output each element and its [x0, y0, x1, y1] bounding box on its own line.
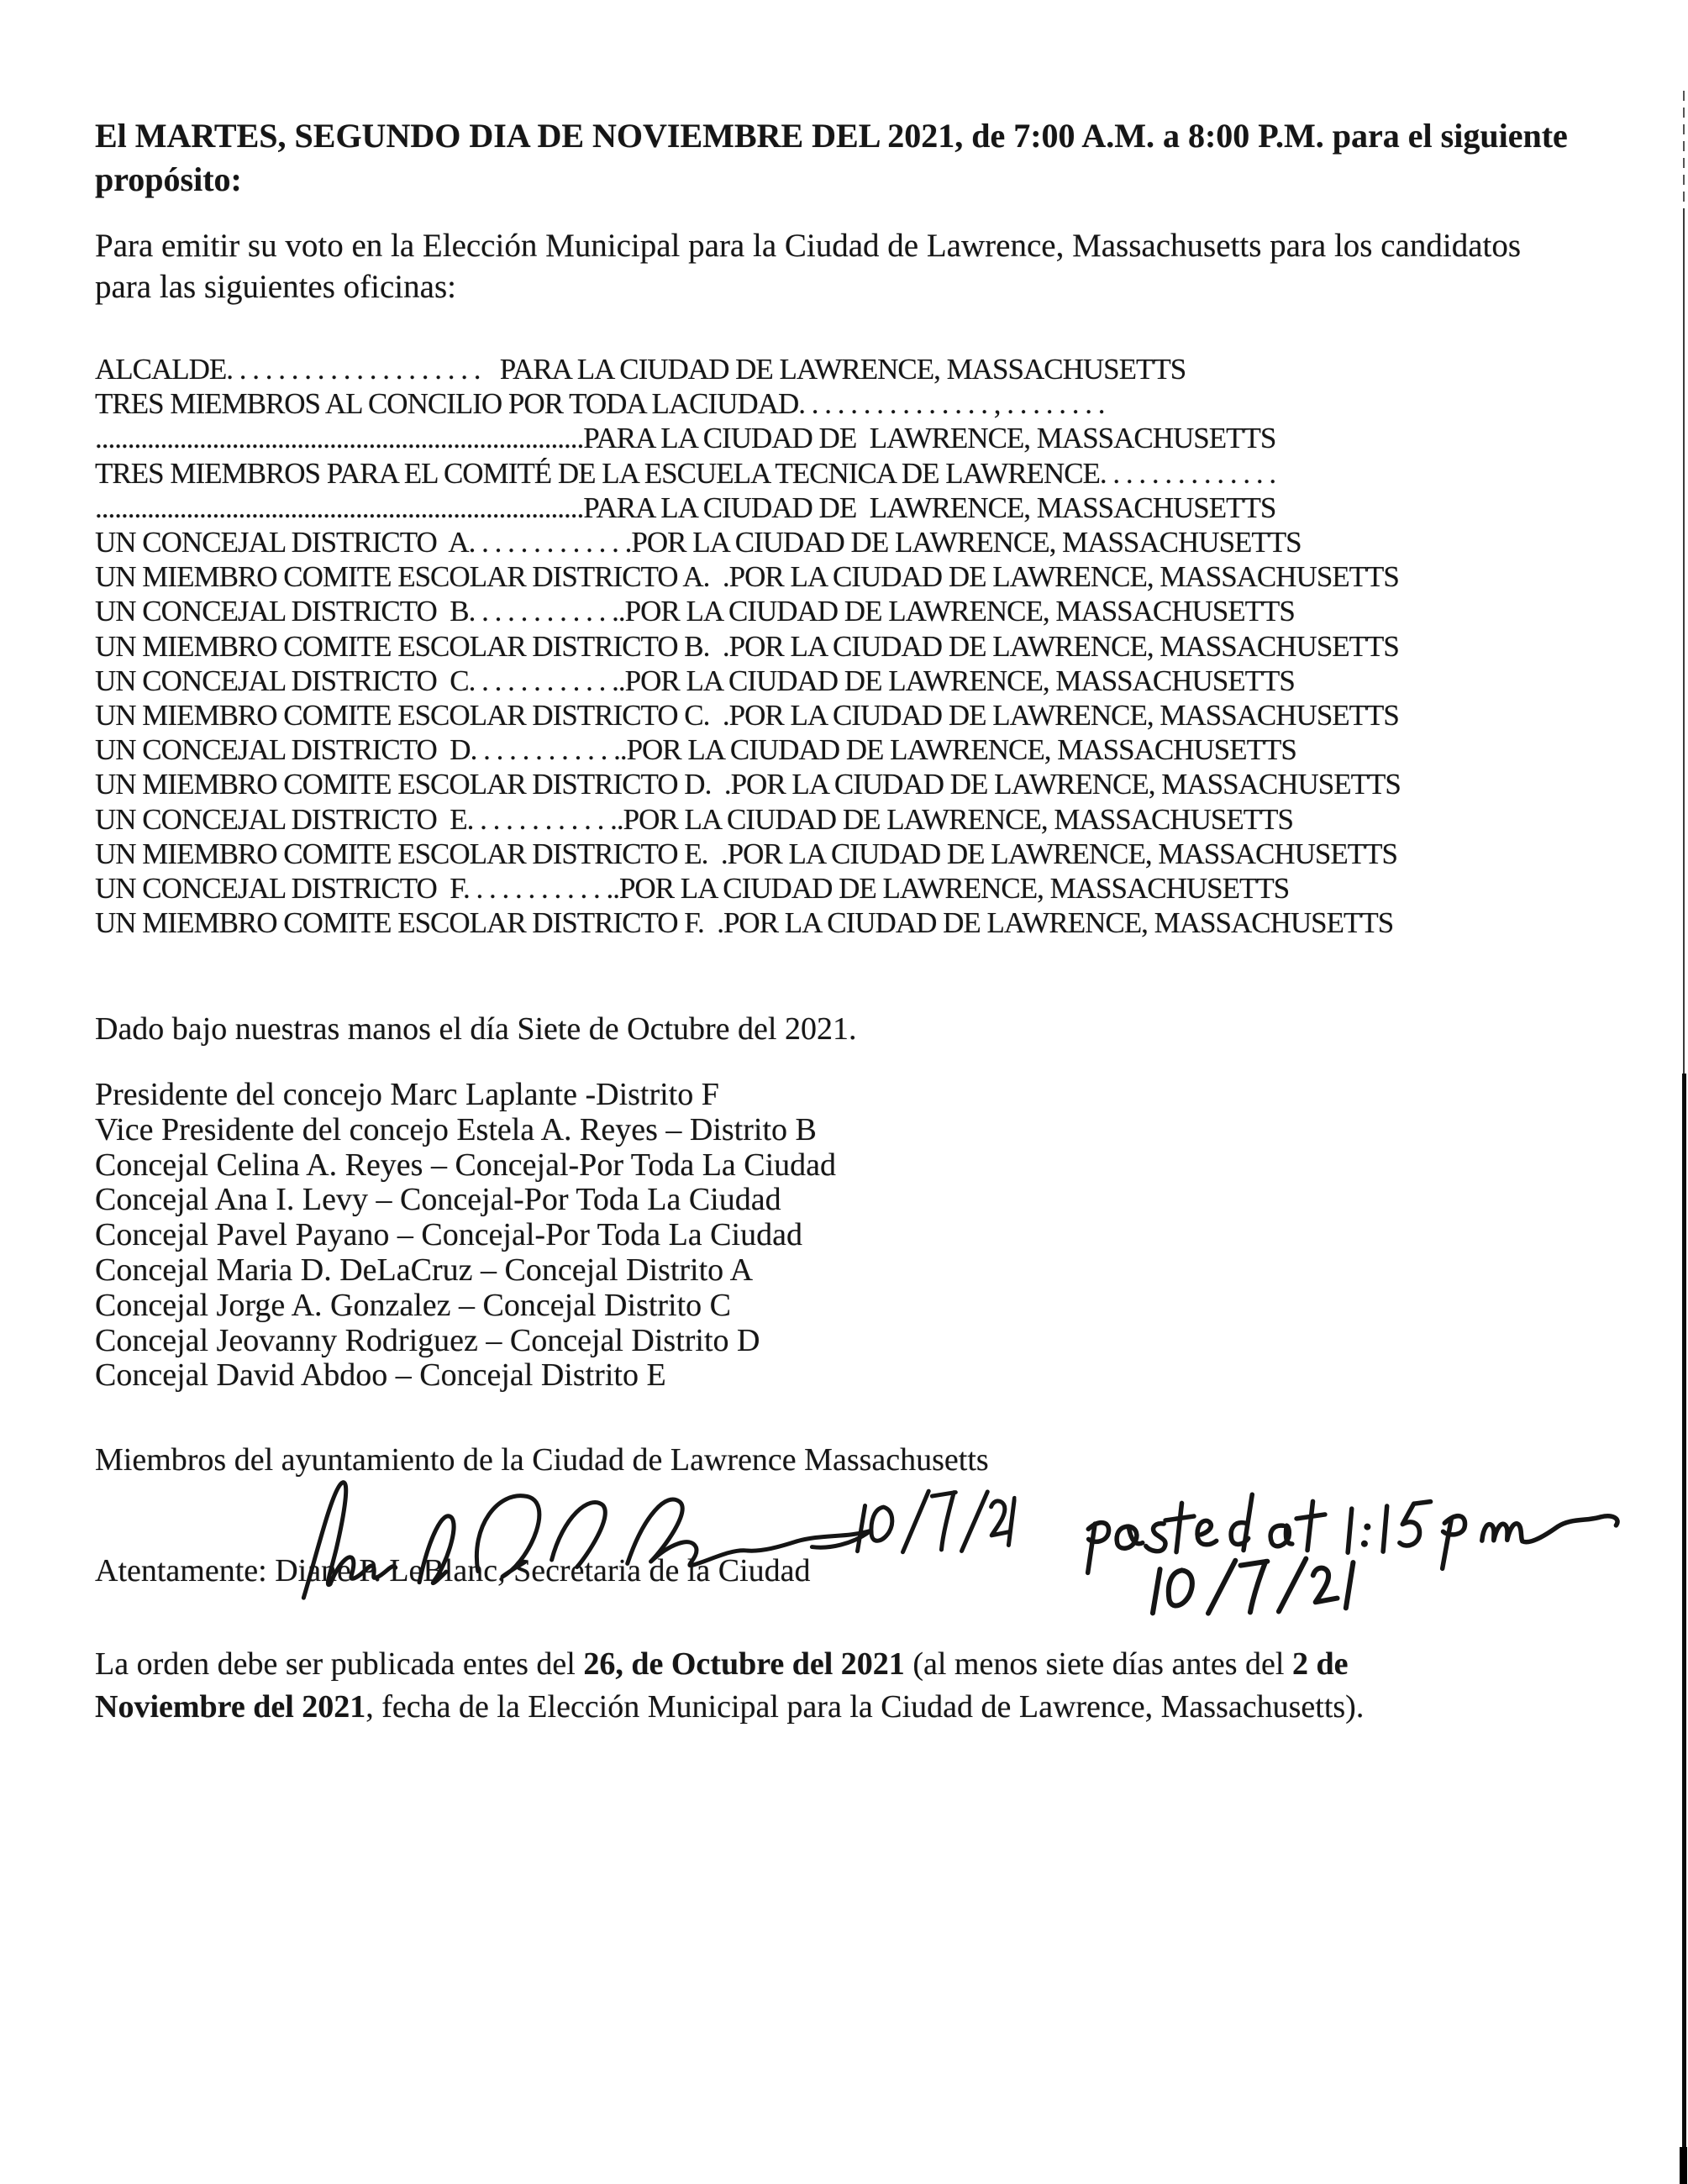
offices-list [95, 352, 1675, 940]
scan-artifact-line [1683, 208, 1685, 1074]
footer-paragraph [95, 1643, 1607, 1729]
scan-artifact-line [1680, 2147, 1687, 2184]
office-line: UN MIEMBRO COMITE ESCOLAR DISTRICTO F. .POR LA CIUDAD DE LAWRENCE, MASSACHUSETTS [95, 906, 1394, 940]
office-line: UN CONCEJAL DISTRICTO C. . . . . . . . . . . ..POR LA CIUDAD DE LAWRENCE, MASSACHUSETTS [95, 664, 1295, 697]
office-line: TRES MIEMBROS PARA EL COMITÉ DE LA ESCUELA TECNICA DE LAWRENCE. . . . . . . . . . . . . . [95, 456, 1276, 490]
signatories-list [95, 1078, 1103, 1394]
signatory-line: Concejal Celina A. Reyes – Concejal-Por Toda La Ciudad [95, 1147, 837, 1183]
notice-heading [95, 114, 1607, 202]
closing-line: Atentamente: Diane P. LeBlanc, Secretaria de la Ciudad [95, 1553, 811, 1588]
office-line: UN MIEMBRO COMITE ESCOLAR DISTRICTO C. .POR LA CIUDAD DE LAWRENCE, MASSACHUSETTS [95, 699, 1399, 732]
heading-line: El MARTES, SEGUNDO DIA DE NOVIEMBRE DEL 2021, de 7:00 A.M. a 8:00 P.M. para el siguiente [95, 117, 1568, 155]
office-line: UN MIEMBRO COMITE ESCOLAR DISTRICTO A. .POR LA CIUDAD DE LAWRENCE, MASSACHUSETTS [95, 560, 1399, 594]
intro-paragraph [95, 225, 1607, 307]
footer-text: (al menos siete días antes del [904, 1646, 1292, 1682]
office-line: ...........................................................................PARA LA CIUDAD DE LAWRENCE, MASSACHUSETTS [95, 491, 1276, 524]
signatory-line: Concejal Jorge A. Gonzalez – Concejal Distrito C [95, 1287, 732, 1323]
signatory-line: Concejal Jeovanny Rodriguez – Concejal Distrito D [95, 1322, 760, 1358]
footer-bold-date: 26, de Octubre del 2021 [583, 1646, 905, 1682]
office-line: ALCALDE. . . . . . . . . . . . . . . . . . . . PARA LA CIUDAD DE LAWRENCE, MASSACHUSETTS [95, 353, 1186, 386]
heading-line: propósito: [95, 160, 242, 198]
office-line: TRES MIEMBROS AL CONCILIO POR TODA LACIUDAD. . . . . . . . . . . . . . . , . . . . . . . . [95, 387, 1105, 421]
office-line: UN MIEMBRO COMITE ESCOLAR DISTRICTO D. .POR LA CIUDAD DE LAWRENCE, MASSACHUSETTS [95, 768, 1401, 801]
footer-line [95, 1643, 1607, 1686]
intro-line: Para emitir su voto en la Elección Municipal para la Ciudad de Lawrence, Massachusetts para los candidatos [95, 228, 1522, 264]
intro-line: para las siguientes oficinas: [95, 269, 456, 305]
scan-artifact-line [1682, 1074, 1686, 2184]
office-line: UN CONCEJAL DISTRICTO F. . . . . . . . . . . ..POR LA CIUDAD DE LAWRENCE, MASSACHUSETTS [95, 872, 1290, 906]
members-line: Miembros del ayuntamiento de la Ciudad de Lawrence Massachusetts [95, 1442, 989, 1478]
signatory-line: Concejal David Abdoo – Concejal Distrito E [95, 1357, 666, 1394]
signatory-line: Concejal Ana I. Levy – Concejal-Por Toda La Ciudad [95, 1182, 781, 1218]
signatory-line: Concejal Maria D. DeLaCruz – Concejal Distrito A [95, 1252, 754, 1288]
attestation-line: Dado bajo nuestras manos el día Siete de Octubre del 2021. [95, 1011, 857, 1047]
signatory-line: Concejal Pavel Payano – Concejal-Por Toda La Ciudad [95, 1217, 802, 1253]
footer-bold-date: 2 de [1291, 1646, 1349, 1682]
footer-text: , fecha de la Elección Municipal para la Ciudad de Lawrence, Massachusetts). [365, 1689, 1365, 1725]
office-line: UN CONCEJAL DISTRICTO A. . . . . . . . . . . . .POR LA CIUDAD DE LAWRENCE, MASSACHUSETTS [95, 526, 1301, 559]
footer-text: La orden debe ser publicada entes del [95, 1646, 584, 1682]
office-line: UN CONCEJAL DISTRICTO E. . . . . . . . . . . ..POR LA CIUDAD DE LAWRENCE, MASSACHUSETTS [95, 802, 1293, 836]
office-line: UN MIEMBRO COMITE ESCOLAR DISTRICTO E. .POR LA CIUDAD DE LAWRENCE, MASSACHUSETTS [95, 837, 1397, 870]
footer-line [95, 1686, 1607, 1729]
signatory-line: Vice Presidente del concejo Estela A. Reyes – Distrito B [95, 1111, 817, 1147]
signatory-line: Presidente del concejo Marc Laplante -Distrito F [95, 1077, 719, 1112]
office-line: UN CONCEJAL DISTRICTO B. . . . . . . . . . . ..POR LA CIUDAD DE LAWRENCE, MASSACHUSETTS [95, 595, 1295, 628]
office-line: ...........................................................................PARA LA CIUDAD DE LAWRENCE, MASSACHUSETTS [95, 422, 1276, 455]
footer-bold-date: Noviembre del 2021 [95, 1689, 366, 1725]
scan-artifact-line [1683, 91, 1685, 208]
office-line: UN MIEMBRO COMITE ESCOLAR DISTRICTO B. .POR LA CIUDAD DE LAWRENCE, MASSACHUSETTS [95, 629, 1399, 663]
handwritten-posted-note [1074, 1469, 1638, 1626]
office-line: UN CONCEJAL DISTRICTO D. . . . . . . . . . . ..POR LA CIUDAD DE LAWRENCE, MASSACHUSETTS [95, 733, 1296, 767]
